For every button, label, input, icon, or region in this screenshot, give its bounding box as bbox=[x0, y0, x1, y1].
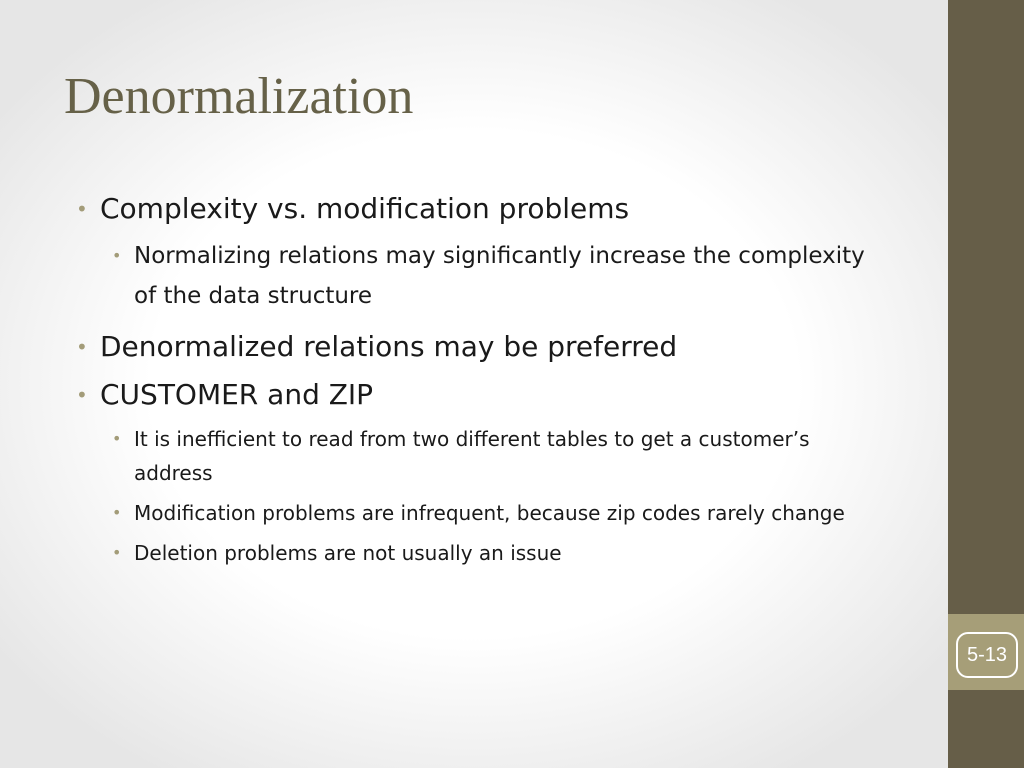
bullet-dot-icon: • bbox=[112, 543, 122, 562]
bullet-list bbox=[74, 188, 874, 570]
bullet-item bbox=[74, 188, 874, 230]
bullet-dot-icon: • bbox=[112, 246, 122, 265]
bullet-item bbox=[74, 374, 874, 416]
sub-bullet-text: Modification problems are infrequent, because zip codes rarely change bbox=[134, 501, 845, 525]
bullet-text: Complexity vs. modification problems bbox=[100, 192, 630, 225]
bullet-spacer bbox=[74, 316, 874, 326]
sub-bullet-item bbox=[74, 236, 874, 316]
bullet-dot-icon: • bbox=[76, 383, 88, 407]
bullet-text: CUSTOMER and ZIP bbox=[100, 378, 374, 411]
sub-bullet-item bbox=[74, 496, 874, 530]
bullet-dot-icon: • bbox=[76, 197, 88, 221]
bullet-dot-icon: • bbox=[112, 503, 122, 522]
bullet-dot-icon: • bbox=[76, 335, 88, 359]
bullet-text: Denormalized relations may be preferred bbox=[100, 330, 678, 363]
sub-bullet-text: Deletion problems are not usually an issue bbox=[134, 541, 562, 565]
slide-title: Denormalization bbox=[64, 68, 414, 125]
sub-bullet-item bbox=[74, 536, 874, 570]
bullet-dot-icon: • bbox=[112, 429, 122, 448]
sub-bullet-item bbox=[74, 422, 874, 490]
page-number: 5-13 bbox=[956, 632, 1018, 678]
sub-bullet-text: Normalizing relations may significantly increase the complexity of the data structure bbox=[134, 243, 865, 309]
sub-bullet-text: It is inefficient to read from two different tables to get a customer’s address bbox=[134, 427, 810, 485]
bullet-item bbox=[74, 326, 874, 368]
